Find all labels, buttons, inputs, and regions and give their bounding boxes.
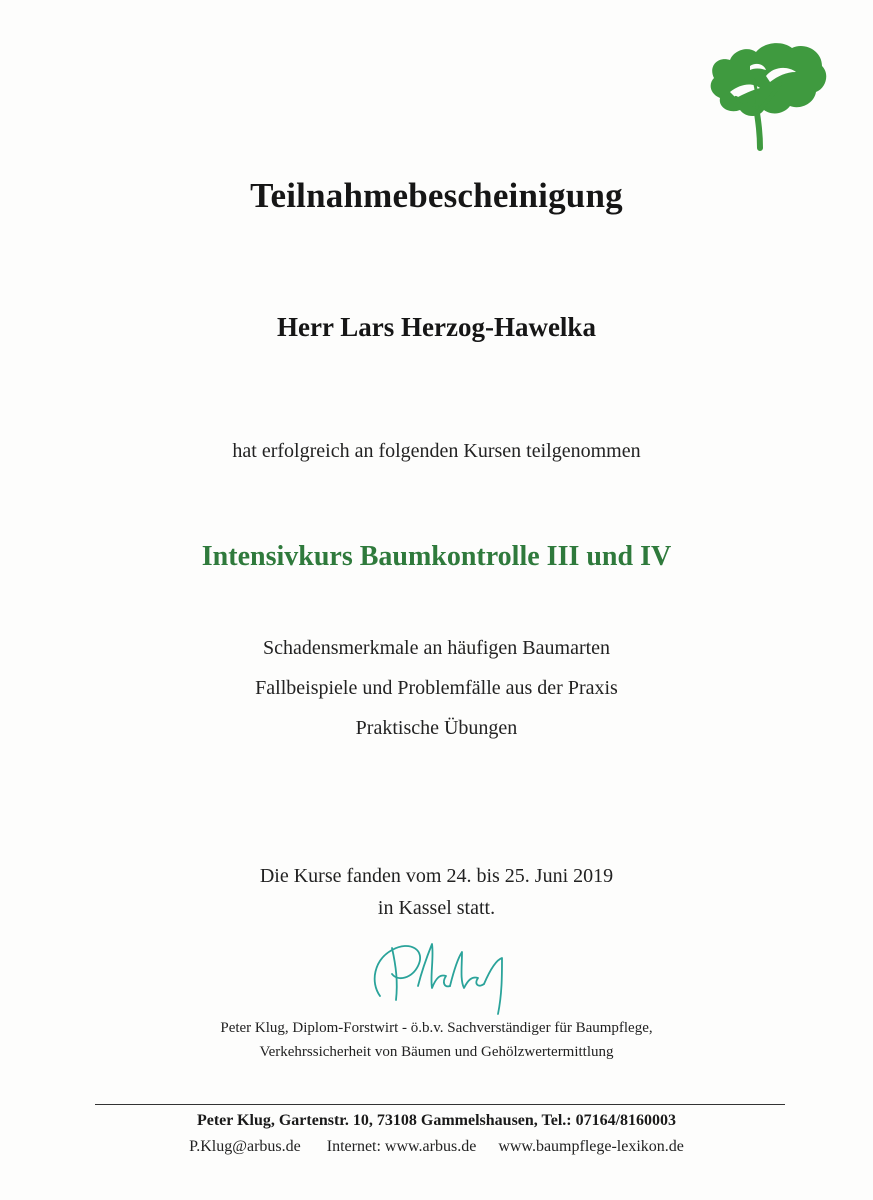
dates-line-2: in Kassel statt. [377, 897, 496, 919]
footer-contacts [0, 1138, 873, 1156]
course-topics [0, 628, 873, 748]
course-dates [0, 860, 873, 924]
footer-divider [95, 1104, 785, 1105]
course-topic: Fallbeispiele und Problemfälle aus der Praxis [255, 677, 618, 699]
handwritten-signature-icon [352, 930, 522, 1020]
signer-line-1: Peter Klug, Diplom-Forstwirt - ö.b.v. Sachverständiger für Baumpflege, [220, 1020, 653, 1036]
recipient-name: Herr Lars Herzog-Hawelka [277, 312, 596, 342]
intro-text: hat erfolgreich an folgenden Kursen teilgenommen [232, 440, 641, 462]
tree-logo-icon [700, 36, 830, 151]
footer-email-link[interactable]: P.Klug@arbus.de [189, 1138, 301, 1155]
certificate-title: Teilnahmebescheinigung [250, 176, 623, 215]
footer-address: Peter Klug, Gartenstr. 10, 73108 Gammelshausen, Tel.: 07164/8160003 [196, 1112, 677, 1129]
signer-line-2: Verkehrssicherheit von Bäumen und Gehölzwertermittlung [259, 1044, 614, 1060]
dates-line-1: Die Kurse fanden vom 24. bis 25. Juni 2019 [259, 865, 614, 887]
footer-lexikon-link[interactable]: www.baumpflege-lexikon.de [498, 1138, 684, 1155]
footer-internet-link[interactable]: Internet: www.arbus.de [326, 1138, 477, 1155]
course-topic: Schadensmerkmale an häufigen Baumarten [262, 637, 611, 659]
course-topic: Praktische Übungen [355, 717, 518, 739]
course-title: Intensivkurs Baumkontrolle III und IV [201, 541, 672, 572]
signer-info [0, 1016, 873, 1064]
